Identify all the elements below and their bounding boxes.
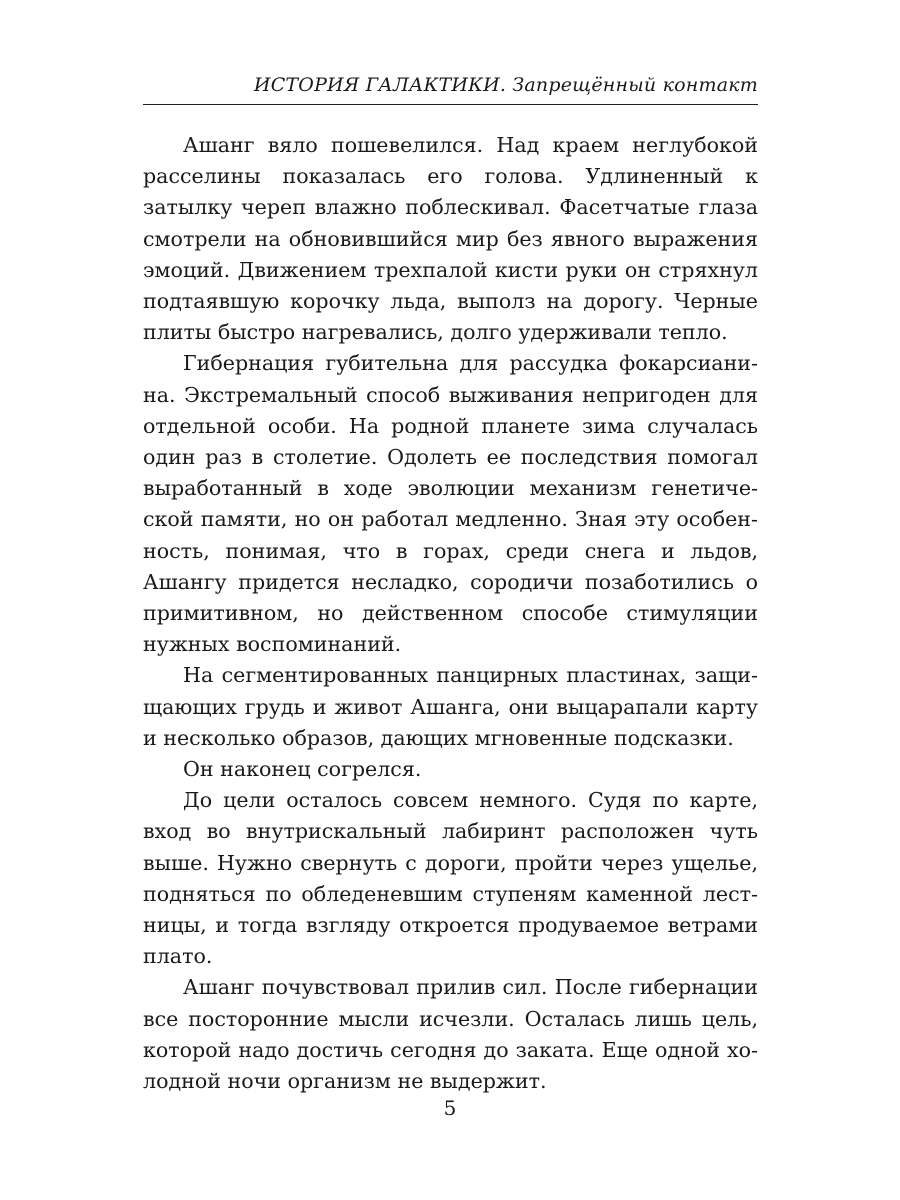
body-text <box>143 130 758 1097</box>
paragraph: Ашанг вяло пошевелился. Над краем неглубокой расселины показалась его голова. Удлиненный к затылку череп влажно поблескивал. Фасетчатые глаза смотрели на обновившийся мир без явного выражения эмоций. Движением трехпалой кисти руки он стряхнул подтаявшую корочку льда, выполз на дорогу. Черные плиты быстро нагревались, долго удерживали тепло. <box>143 133 758 345</box>
paragraph: Гибернация губительна для рассудка фокарсианина. Экстремальный способ выживания непригоден для отдельной особи. На родной планете зима случалась один раз в столетие. Одолеть ее последствия помогал выработанный в ходе эволюции механизм генетической памяти, но он работал медленно. Зная эту особенность, понимая, что в горах, среди снега и льдов, Ашангу придется несладко, сородичи позаботились о примитивном, но действенном способе стимуляции нужных воспоминаний. <box>143 351 758 657</box>
paragraph: На сегментированных панцирных пластинах, защищающих грудь и живот Ашанга, они выцарапали карту и несколько образов, дающих мгновенные подсказки. <box>143 663 758 750</box>
page-number: 5 <box>443 1096 457 1120</box>
running-header: ИСТОРИЯ ГАЛАКТИКИ. Запрещённый контакт <box>253 74 758 96</box>
paragraph: Он наконец согрелся. <box>183 757 422 782</box>
header-rule <box>143 104 758 105</box>
paragraph: Ашанг почувствовал прилив сил. После гибернации все посторонние мысли исчезли. Осталась лишь цель, которой надо достичь сегодня до заката. Еще одной холодной ночи организм не выдержит. <box>143 975 758 1094</box>
paragraph: До цели осталось совсем немного. Судя по карте, вход во внутрискальный лабиринт расположен чуть выше. Нужно свернуть с дороги, пройти через ущелье, подняться по обледеневшим ступеням каменной лестницы, и тогда взгляду откроется продуваемое ветрами плато. <box>143 788 758 969</box>
